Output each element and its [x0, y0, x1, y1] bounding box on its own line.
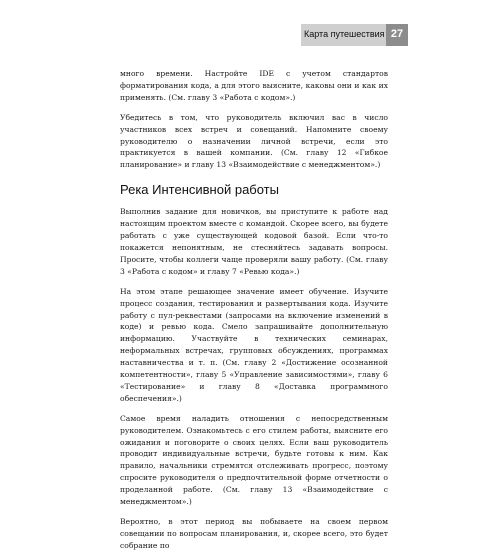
page-number-box: [386, 24, 408, 46]
section-heading: Река Интенсивной работы: [120, 182, 279, 198]
paragraph: много времени. Настройте IDE с учетом стандартов форматирования кода, а для этого выясните, каковы они и как их применять. (См. главу 3 «Работа с кодом».): [120, 69, 388, 102]
paragraph: Вероятно, в этот период вы побываете на своем первом совещании по вопросам планирования, и, скорее всего, это будет собрание по: [120, 517, 388, 550]
page-number: 27: [390, 28, 404, 40]
running-title: Карта путешествия: [304, 29, 385, 39]
paragraph: Самое время наладить отношения с непосредственным руководителем. Ознакомьтесь с его стилем работы, выясните его ожидания и поговорите о своих целях. Если ваш руководитель проводит индивидуальные встречи, будьте готовы к ним. Как правило, начальники стремятся отслеживать прогресс, поэтому спросите руководителя о предпочтительной форме отчетности о проделанной работе. (См. главу 13 «Взаимодействие с менеджментом».): [120, 413, 388, 507]
paragraph: На этом этапе решающее значение имеет обучение. Изучите процесс создания, тестирования и развертывания кода. Изучите работу с пул-реквестами (запросами на включение изменений в коде) и ревью кода. Смело запрашивайте дополнительную информацию. Участвуйте в технических семинарах, неформальных встречах, групповых обсуждениях, программах наставничества и т. п. (См. главу 2 «Достижение осознанной компетентности», главу 5 «Управление зависимостями», главу 6 «Тестирование» и главу 8 «Доставка программного обеспечения».): [120, 286, 388, 403]
paragraph: Убедитесь в том, что руководитель включил вас в число участников всех встреч и совещаний. Напомните своему руководителю о назначении личной встречи, если это практикуется в вашей компании. (См. главу 12 «Гибкое планирование» и главу 13 «Взаимодействие с менеджментом».): [120, 112, 388, 170]
page-header: [0, 24, 500, 46]
page-body: [120, 68, 388, 560]
paragraph: Выполнив задание для новичков, вы приступите к работе над настоящим проектом вместе с командой. Скорее всего, вы будете работать с уже существующей кодовой базой. Если что-то покажется непонятным, не стесняйтесь задавать вопросы. Просите, чтобы коллеги чаще проверяли вашу работу. (См. главу 3 «Работа с кодом» и главу 7 «Ревью кода».): [120, 207, 388, 276]
